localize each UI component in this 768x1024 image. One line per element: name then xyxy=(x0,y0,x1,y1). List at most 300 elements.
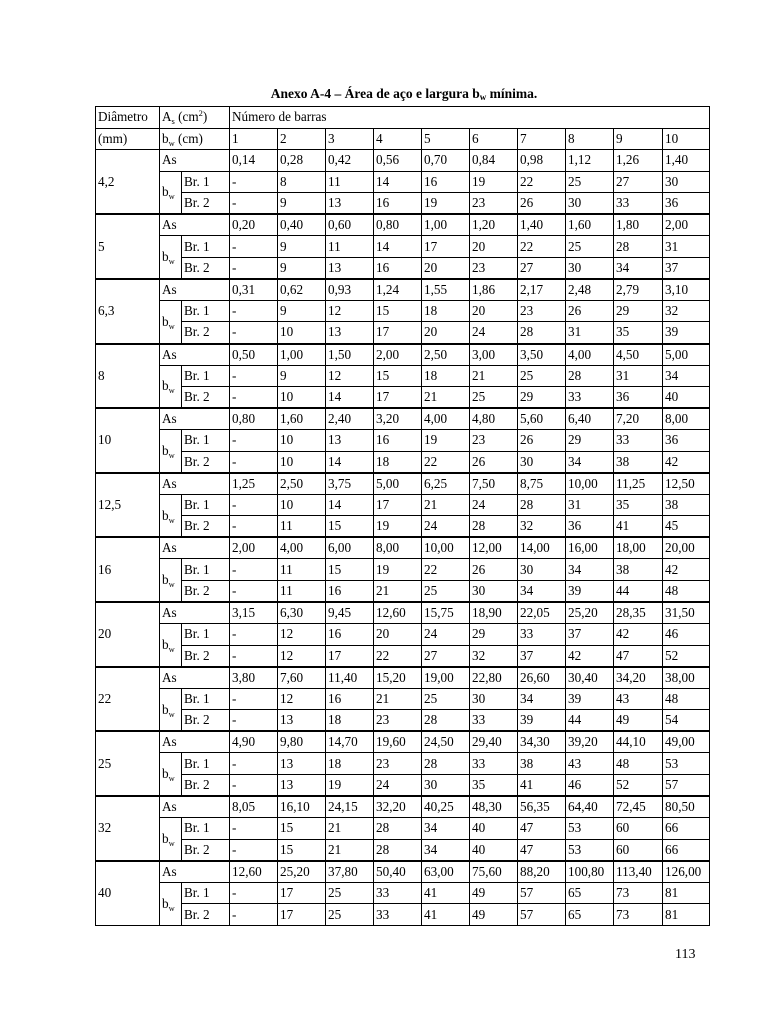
as-value-cell: 6,25 xyxy=(422,473,470,495)
br2-value-cell: 15 xyxy=(326,516,374,538)
br2-value-cell: - xyxy=(230,257,278,279)
bw-label: $b_w$ xyxy=(160,688,182,731)
br1-value-cell: 34 xyxy=(422,818,470,840)
br2-value-cell: 39 xyxy=(663,322,710,344)
br1-value-cell: 17 xyxy=(278,882,326,904)
table-row-as xyxy=(96,796,710,818)
br2-value-cell: 27 xyxy=(518,257,566,279)
br2-value-cell: 28 xyxy=(470,516,518,538)
as-value-cell: 2,50 xyxy=(278,473,326,495)
as-label: As xyxy=(160,150,230,172)
br2-value-cell: 39 xyxy=(566,581,614,603)
br2-value-cell: - xyxy=(230,193,278,215)
br1-value-cell: 16 xyxy=(326,624,374,646)
br2-label: Br. 2 xyxy=(182,516,230,538)
as-value-cell: 10,00 xyxy=(422,537,470,559)
br2-label: Br. 2 xyxy=(182,322,230,344)
diameter-cell: 8 xyxy=(96,344,160,409)
br1-value-cell: 31 xyxy=(614,365,663,387)
br1-value-cell: 20 xyxy=(470,236,518,258)
br2-label: Br. 2 xyxy=(182,581,230,603)
as-value-cell: 11,40 xyxy=(326,667,374,689)
br2-value-cell: 15 xyxy=(278,839,326,861)
as-value-cell: 4,00 xyxy=(278,537,326,559)
br2-value-cell: 23 xyxy=(470,257,518,279)
br1-value-cell: 24 xyxy=(470,494,518,516)
br2-value-cell: 12 xyxy=(278,645,326,667)
as-value-cell: 3,20 xyxy=(374,408,422,430)
br1-value-cell: - xyxy=(230,753,278,775)
br2-value-cell: 52 xyxy=(614,774,663,796)
br2-value-cell: 16 xyxy=(326,581,374,603)
as-value-cell: 40,25 xyxy=(422,796,470,818)
br1-value-cell: 13 xyxy=(326,430,374,452)
bw-label: $b_w$ xyxy=(160,494,182,537)
as-value-cell: 0,62 xyxy=(278,279,326,301)
br2-value-cell: 17 xyxy=(374,387,422,409)
as-value-cell: 56,35 xyxy=(518,796,566,818)
br1-value-cell: 17 xyxy=(422,236,470,258)
as-value-cell: 0,98 xyxy=(518,150,566,172)
br1-value-cell: 25 xyxy=(326,882,374,904)
diameter-cell: 40 xyxy=(96,861,160,926)
br1-value-cell: 30 xyxy=(663,171,710,193)
br1-value-cell: 26 xyxy=(566,300,614,322)
br2-value-cell: - xyxy=(230,451,278,473)
as-value-cell: 1,55 xyxy=(422,279,470,301)
as-value-cell: 1,24 xyxy=(374,279,422,301)
as-value-cell: 126,00 xyxy=(663,861,710,883)
as-value-cell: 8,05 xyxy=(230,796,278,818)
br1-value-cell: 28 xyxy=(422,753,470,775)
as-label: As xyxy=(160,473,230,495)
br1-label: Br. 1 xyxy=(182,818,230,840)
as-value-cell: 7,60 xyxy=(278,667,326,689)
br1-value-cell: 47 xyxy=(518,818,566,840)
br1-label: Br. 1 xyxy=(182,236,230,258)
br1-value-cell: 10 xyxy=(278,494,326,516)
br1-value-cell: 16 xyxy=(422,171,470,193)
as-value-cell: 3,50 xyxy=(518,344,566,366)
br2-value-cell: 16 xyxy=(374,257,422,279)
as-value-cell: 4,00 xyxy=(422,408,470,430)
br1-value-cell: 42 xyxy=(614,624,663,646)
br1-value-cell: 57 xyxy=(518,882,566,904)
br1-label: Br. 1 xyxy=(182,494,230,516)
as-value-cell: 100,80 xyxy=(566,861,614,883)
bar-number-header: 4 xyxy=(374,128,422,150)
br1-value-cell: 22 xyxy=(518,171,566,193)
br1-value-cell: 28 xyxy=(566,365,614,387)
table-row-br2 xyxy=(96,387,710,409)
as-label: As xyxy=(160,214,230,236)
br1-value-cell: 33 xyxy=(470,753,518,775)
br2-value-cell: 21 xyxy=(422,387,470,409)
table-row-as xyxy=(96,602,710,624)
br2-value-cell: 10 xyxy=(278,451,326,473)
table-row-as xyxy=(96,861,710,883)
br2-value-cell: - xyxy=(230,645,278,667)
br2-value-cell: 34 xyxy=(422,839,470,861)
table-row-br1 xyxy=(96,818,710,840)
br2-value-cell: 17 xyxy=(326,645,374,667)
br1-value-cell: - xyxy=(230,494,278,516)
as-value-cell: 26,60 xyxy=(518,667,566,689)
as-value-cell: 34,20 xyxy=(614,667,663,689)
br2-value-cell: 32 xyxy=(518,516,566,538)
br2-value-cell: 46 xyxy=(566,774,614,796)
br2-value-cell: 18 xyxy=(374,451,422,473)
br2-value-cell: 28 xyxy=(374,839,422,861)
as-label: As xyxy=(160,602,230,624)
br2-value-cell: - xyxy=(230,322,278,344)
br1-value-cell: 9 xyxy=(278,236,326,258)
br2-value-cell: 47 xyxy=(518,839,566,861)
as-value-cell: 4,50 xyxy=(614,344,663,366)
br2-value-cell: 31 xyxy=(566,322,614,344)
bw-label: $b_w$ xyxy=(160,171,182,214)
br1-value-cell: 21 xyxy=(422,494,470,516)
br1-value-cell: 12 xyxy=(278,688,326,710)
as-value-cell: 1,50 xyxy=(326,344,374,366)
br2-value-cell: 41 xyxy=(422,904,470,926)
as-value-cell: 1,60 xyxy=(566,214,614,236)
br1-value-cell: 38 xyxy=(518,753,566,775)
as-value-cell: 5,00 xyxy=(374,473,422,495)
br2-value-cell: 33 xyxy=(470,710,518,732)
br1-value-cell: 25 xyxy=(422,688,470,710)
as-value-cell: 1,60 xyxy=(278,408,326,430)
br1-value-cell: 16 xyxy=(326,688,374,710)
br1-label: Br. 1 xyxy=(182,753,230,775)
br2-value-cell: - xyxy=(230,516,278,538)
br1-value-cell: - xyxy=(230,688,278,710)
bar-number-header: 10 xyxy=(663,128,710,150)
br1-value-cell: - xyxy=(230,430,278,452)
page-number: 113 xyxy=(675,947,696,962)
as-label: As xyxy=(160,408,230,430)
br1-value-cell: 20 xyxy=(470,300,518,322)
as-value-cell: 2,00 xyxy=(230,537,278,559)
as-value-cell: 15,20 xyxy=(374,667,422,689)
br2-value-cell: 9 xyxy=(278,193,326,215)
as-value-cell: 2,40 xyxy=(326,408,374,430)
as-value-cell: 6,30 xyxy=(278,602,326,624)
br1-value-cell: - xyxy=(230,300,278,322)
diameter-cell: 4,2 xyxy=(96,150,160,215)
as-label: As xyxy=(160,796,230,818)
br1-value-cell: 41 xyxy=(422,882,470,904)
table-row-as xyxy=(96,667,710,689)
br2-value-cell: 34 xyxy=(518,581,566,603)
br2-value-cell: 17 xyxy=(278,904,326,926)
as-value-cell: 18,00 xyxy=(614,537,663,559)
br1-value-cell: 26 xyxy=(470,559,518,581)
as-value-cell: 0,56 xyxy=(374,150,422,172)
as-value-cell: 72,45 xyxy=(614,796,663,818)
as-unit-header: $A_s$ $(cm^2)$ xyxy=(160,107,230,129)
as-value-cell: 12,60 xyxy=(374,602,422,624)
br2-value-cell: 22 xyxy=(422,451,470,473)
as-label: As xyxy=(160,667,230,689)
as-value-cell: 5,00 xyxy=(663,344,710,366)
table-row-as xyxy=(96,731,710,753)
br1-value-cell: 46 xyxy=(663,624,710,646)
table-row-as xyxy=(96,279,710,301)
as-value-cell: 2,17 xyxy=(518,279,566,301)
table-row-br1 xyxy=(96,365,710,387)
br2-value-cell: 19 xyxy=(374,516,422,538)
table-row-br2 xyxy=(96,581,710,603)
br1-value-cell: 18 xyxy=(422,365,470,387)
br2-value-cell: 21 xyxy=(326,839,374,861)
br2-value-cell: 16 xyxy=(374,193,422,215)
br1-value-cell: 28 xyxy=(374,818,422,840)
as-value-cell: 29,40 xyxy=(470,731,518,753)
br2-value-cell: 42 xyxy=(663,451,710,473)
br1-value-cell: - xyxy=(230,818,278,840)
br1-value-cell: 34 xyxy=(566,559,614,581)
br2-value-cell: 65 xyxy=(566,904,614,926)
br2-value-cell: 57 xyxy=(663,774,710,796)
as-value-cell: 1,12 xyxy=(566,150,614,172)
br2-value-cell: 25 xyxy=(422,581,470,603)
as-value-cell: 32,20 xyxy=(374,796,422,818)
table-row-br2 xyxy=(96,322,710,344)
br1-value-cell: 21 xyxy=(470,365,518,387)
br1-value-cell: 10 xyxy=(278,430,326,452)
br2-value-cell: 21 xyxy=(374,581,422,603)
br2-value-cell: 48 xyxy=(663,581,710,603)
as-value-cell: 7,50 xyxy=(470,473,518,495)
br1-value-cell: 48 xyxy=(614,753,663,775)
br2-label: Br. 2 xyxy=(182,839,230,861)
table-row-as xyxy=(96,344,710,366)
as-value-cell: 1,25 xyxy=(230,473,278,495)
br1-value-cell: 12 xyxy=(326,300,374,322)
br2-label: Br. 2 xyxy=(182,904,230,926)
br2-value-cell: 29 xyxy=(518,387,566,409)
as-value-cell: 6,40 xyxy=(566,408,614,430)
br2-value-cell: 24 xyxy=(422,516,470,538)
as-value-cell: 6,00 xyxy=(326,537,374,559)
as-value-cell: 3,75 xyxy=(326,473,374,495)
br1-value-cell: - xyxy=(230,882,278,904)
as-value-cell: 12,60 xyxy=(230,861,278,883)
br2-value-cell: 14 xyxy=(326,451,374,473)
br2-value-cell: 20 xyxy=(422,322,470,344)
br2-value-cell: 34 xyxy=(566,451,614,473)
br2-value-cell: 30 xyxy=(518,451,566,473)
br2-value-cell: 73 xyxy=(614,904,663,926)
as-value-cell: 30,40 xyxy=(566,667,614,689)
br1-value-cell: 29 xyxy=(470,624,518,646)
br2-value-cell: 35 xyxy=(470,774,518,796)
br1-value-cell: 11 xyxy=(326,171,374,193)
br2-value-cell: 49 xyxy=(470,904,518,926)
br2-value-cell: 36 xyxy=(566,516,614,538)
as-value-cell: 1,40 xyxy=(663,150,710,172)
br2-value-cell: 26 xyxy=(518,193,566,215)
br1-value-cell: - xyxy=(230,171,278,193)
as-value-cell: 34,30 xyxy=(518,731,566,753)
table-row-br2 xyxy=(96,710,710,732)
as-value-cell: 22,80 xyxy=(470,667,518,689)
bw-label: $b_w$ xyxy=(160,753,182,796)
br2-value-cell: 33 xyxy=(566,387,614,409)
table-row-br1 xyxy=(96,171,710,193)
br1-value-cell: 12 xyxy=(278,624,326,646)
br1-value-cell: 18 xyxy=(326,753,374,775)
br1-value-cell: 15 xyxy=(326,559,374,581)
as-value-cell: 0,93 xyxy=(326,279,374,301)
as-value-cell: 12,00 xyxy=(470,537,518,559)
as-value-cell: 2,50 xyxy=(422,344,470,366)
br1-value-cell: 15 xyxy=(374,365,422,387)
table-row-br1 xyxy=(96,236,710,258)
br1-value-cell: 18 xyxy=(422,300,470,322)
br2-label: Br. 2 xyxy=(182,387,230,409)
as-value-cell: 1,40 xyxy=(518,214,566,236)
br2-value-cell: 25 xyxy=(470,387,518,409)
br1-value-cell: 19 xyxy=(470,171,518,193)
br1-value-cell: 25 xyxy=(566,171,614,193)
br2-value-cell: - xyxy=(230,839,278,861)
as-value-cell: 25,20 xyxy=(566,602,614,624)
br2-value-cell: 27 xyxy=(422,645,470,667)
br1-label: Br. 1 xyxy=(182,882,230,904)
bw-unit-header: $b_w$ (cm) xyxy=(160,128,230,150)
br2-value-cell: 30 xyxy=(566,257,614,279)
as-value-cell: 49,00 xyxy=(663,731,710,753)
table-row-br2 xyxy=(96,451,710,473)
as-value-cell: 39,20 xyxy=(566,731,614,753)
br1-value-cell: 43 xyxy=(566,753,614,775)
br2-value-cell: 24 xyxy=(470,322,518,344)
br1-value-cell: 14 xyxy=(374,236,422,258)
br1-value-cell: 34 xyxy=(663,365,710,387)
br2-value-cell: 18 xyxy=(326,710,374,732)
as-value-cell: 28,35 xyxy=(614,602,663,624)
br1-value-cell: 31 xyxy=(566,494,614,516)
br2-value-cell: 28 xyxy=(518,322,566,344)
as-value-cell: 9,80 xyxy=(278,731,326,753)
br1-value-cell: 25 xyxy=(566,236,614,258)
br1-value-cell: 21 xyxy=(326,818,374,840)
bar-number-header: 6 xyxy=(470,128,518,150)
table-row-br1 xyxy=(96,430,710,452)
br1-value-cell: 22 xyxy=(422,559,470,581)
br2-value-cell: 26 xyxy=(470,451,518,473)
br1-value-cell: 23 xyxy=(374,753,422,775)
br2-value-cell: 13 xyxy=(278,774,326,796)
br1-value-cell: 12 xyxy=(326,365,374,387)
br1-value-cell: - xyxy=(230,365,278,387)
br1-value-cell: 19 xyxy=(374,559,422,581)
br2-value-cell: 42 xyxy=(566,645,614,667)
br1-label: Br. 1 xyxy=(182,300,230,322)
br2-value-cell: 34 xyxy=(614,257,663,279)
as-value-cell: 16,10 xyxy=(278,796,326,818)
br1-value-cell: 9 xyxy=(278,300,326,322)
br2-value-cell: 37 xyxy=(663,257,710,279)
br2-value-cell: 24 xyxy=(374,774,422,796)
br2-value-cell: - xyxy=(230,387,278,409)
as-label: As xyxy=(160,537,230,559)
br1-value-cell: 30 xyxy=(518,559,566,581)
as-value-cell: 16,00 xyxy=(566,537,614,559)
br1-value-cell: 30 xyxy=(470,688,518,710)
br1-value-cell: 38 xyxy=(614,559,663,581)
br2-value-cell: 44 xyxy=(614,581,663,603)
br2-value-cell: - xyxy=(230,904,278,926)
as-value-cell: 14,00 xyxy=(518,537,566,559)
bw-label: $b_w$ xyxy=(160,365,182,408)
br1-value-cell: 66 xyxy=(663,818,710,840)
table-row-br1 xyxy=(96,753,710,775)
br2-label: Br. 2 xyxy=(182,257,230,279)
table-row-br2 xyxy=(96,257,710,279)
br2-value-cell: 10 xyxy=(278,387,326,409)
br1-value-cell: 29 xyxy=(566,430,614,452)
br1-value-cell: 13 xyxy=(278,753,326,775)
br2-value-cell: 23 xyxy=(470,193,518,215)
as-value-cell: 19,60 xyxy=(374,731,422,753)
as-value-cell: 8,75 xyxy=(518,473,566,495)
br2-value-cell: - xyxy=(230,774,278,796)
br1-value-cell: 20 xyxy=(374,624,422,646)
br2-label: Br. 2 xyxy=(182,645,230,667)
br2-value-cell: 40 xyxy=(663,387,710,409)
as-value-cell: 0,28 xyxy=(278,150,326,172)
br1-value-cell: 14 xyxy=(374,171,422,193)
br1-value-cell: 9 xyxy=(278,365,326,387)
bar-number-header: 5 xyxy=(422,128,470,150)
as-value-cell: 10,00 xyxy=(566,473,614,495)
br2-value-cell: 53 xyxy=(566,839,614,861)
br1-value-cell: 60 xyxy=(614,818,663,840)
br2-value-cell: 11 xyxy=(278,516,326,538)
as-value-cell: 8,00 xyxy=(374,537,422,559)
br1-value-cell: 40 xyxy=(470,818,518,840)
as-value-cell: 3,80 xyxy=(230,667,278,689)
br2-value-cell: 20 xyxy=(422,257,470,279)
as-value-cell: 11,25 xyxy=(614,473,663,495)
br2-value-cell: 22 xyxy=(374,645,422,667)
br1-value-cell: 15 xyxy=(278,818,326,840)
diameter-cell: 22 xyxy=(96,667,160,732)
br2-value-cell: 30 xyxy=(566,193,614,215)
br1-value-cell: 48 xyxy=(663,688,710,710)
table-row-as xyxy=(96,473,710,495)
as-value-cell: 2,48 xyxy=(566,279,614,301)
header-row xyxy=(96,107,710,129)
as-value-cell: 31,50 xyxy=(663,602,710,624)
br1-value-cell: - xyxy=(230,559,278,581)
as-value-cell: 1,20 xyxy=(470,214,518,236)
br1-label: Br. 1 xyxy=(182,624,230,646)
as-value-cell: 20,00 xyxy=(663,537,710,559)
br1-value-cell: 34 xyxy=(518,688,566,710)
as-value-cell: 9,45 xyxy=(326,602,374,624)
br2-value-cell: 45 xyxy=(663,516,710,538)
br2-value-cell: 33 xyxy=(374,904,422,926)
br2-value-cell: 44 xyxy=(566,710,614,732)
as-value-cell: 0,70 xyxy=(422,150,470,172)
as-value-cell: 4,90 xyxy=(230,731,278,753)
table-row-as xyxy=(96,150,710,172)
as-value-cell: 48,30 xyxy=(470,796,518,818)
